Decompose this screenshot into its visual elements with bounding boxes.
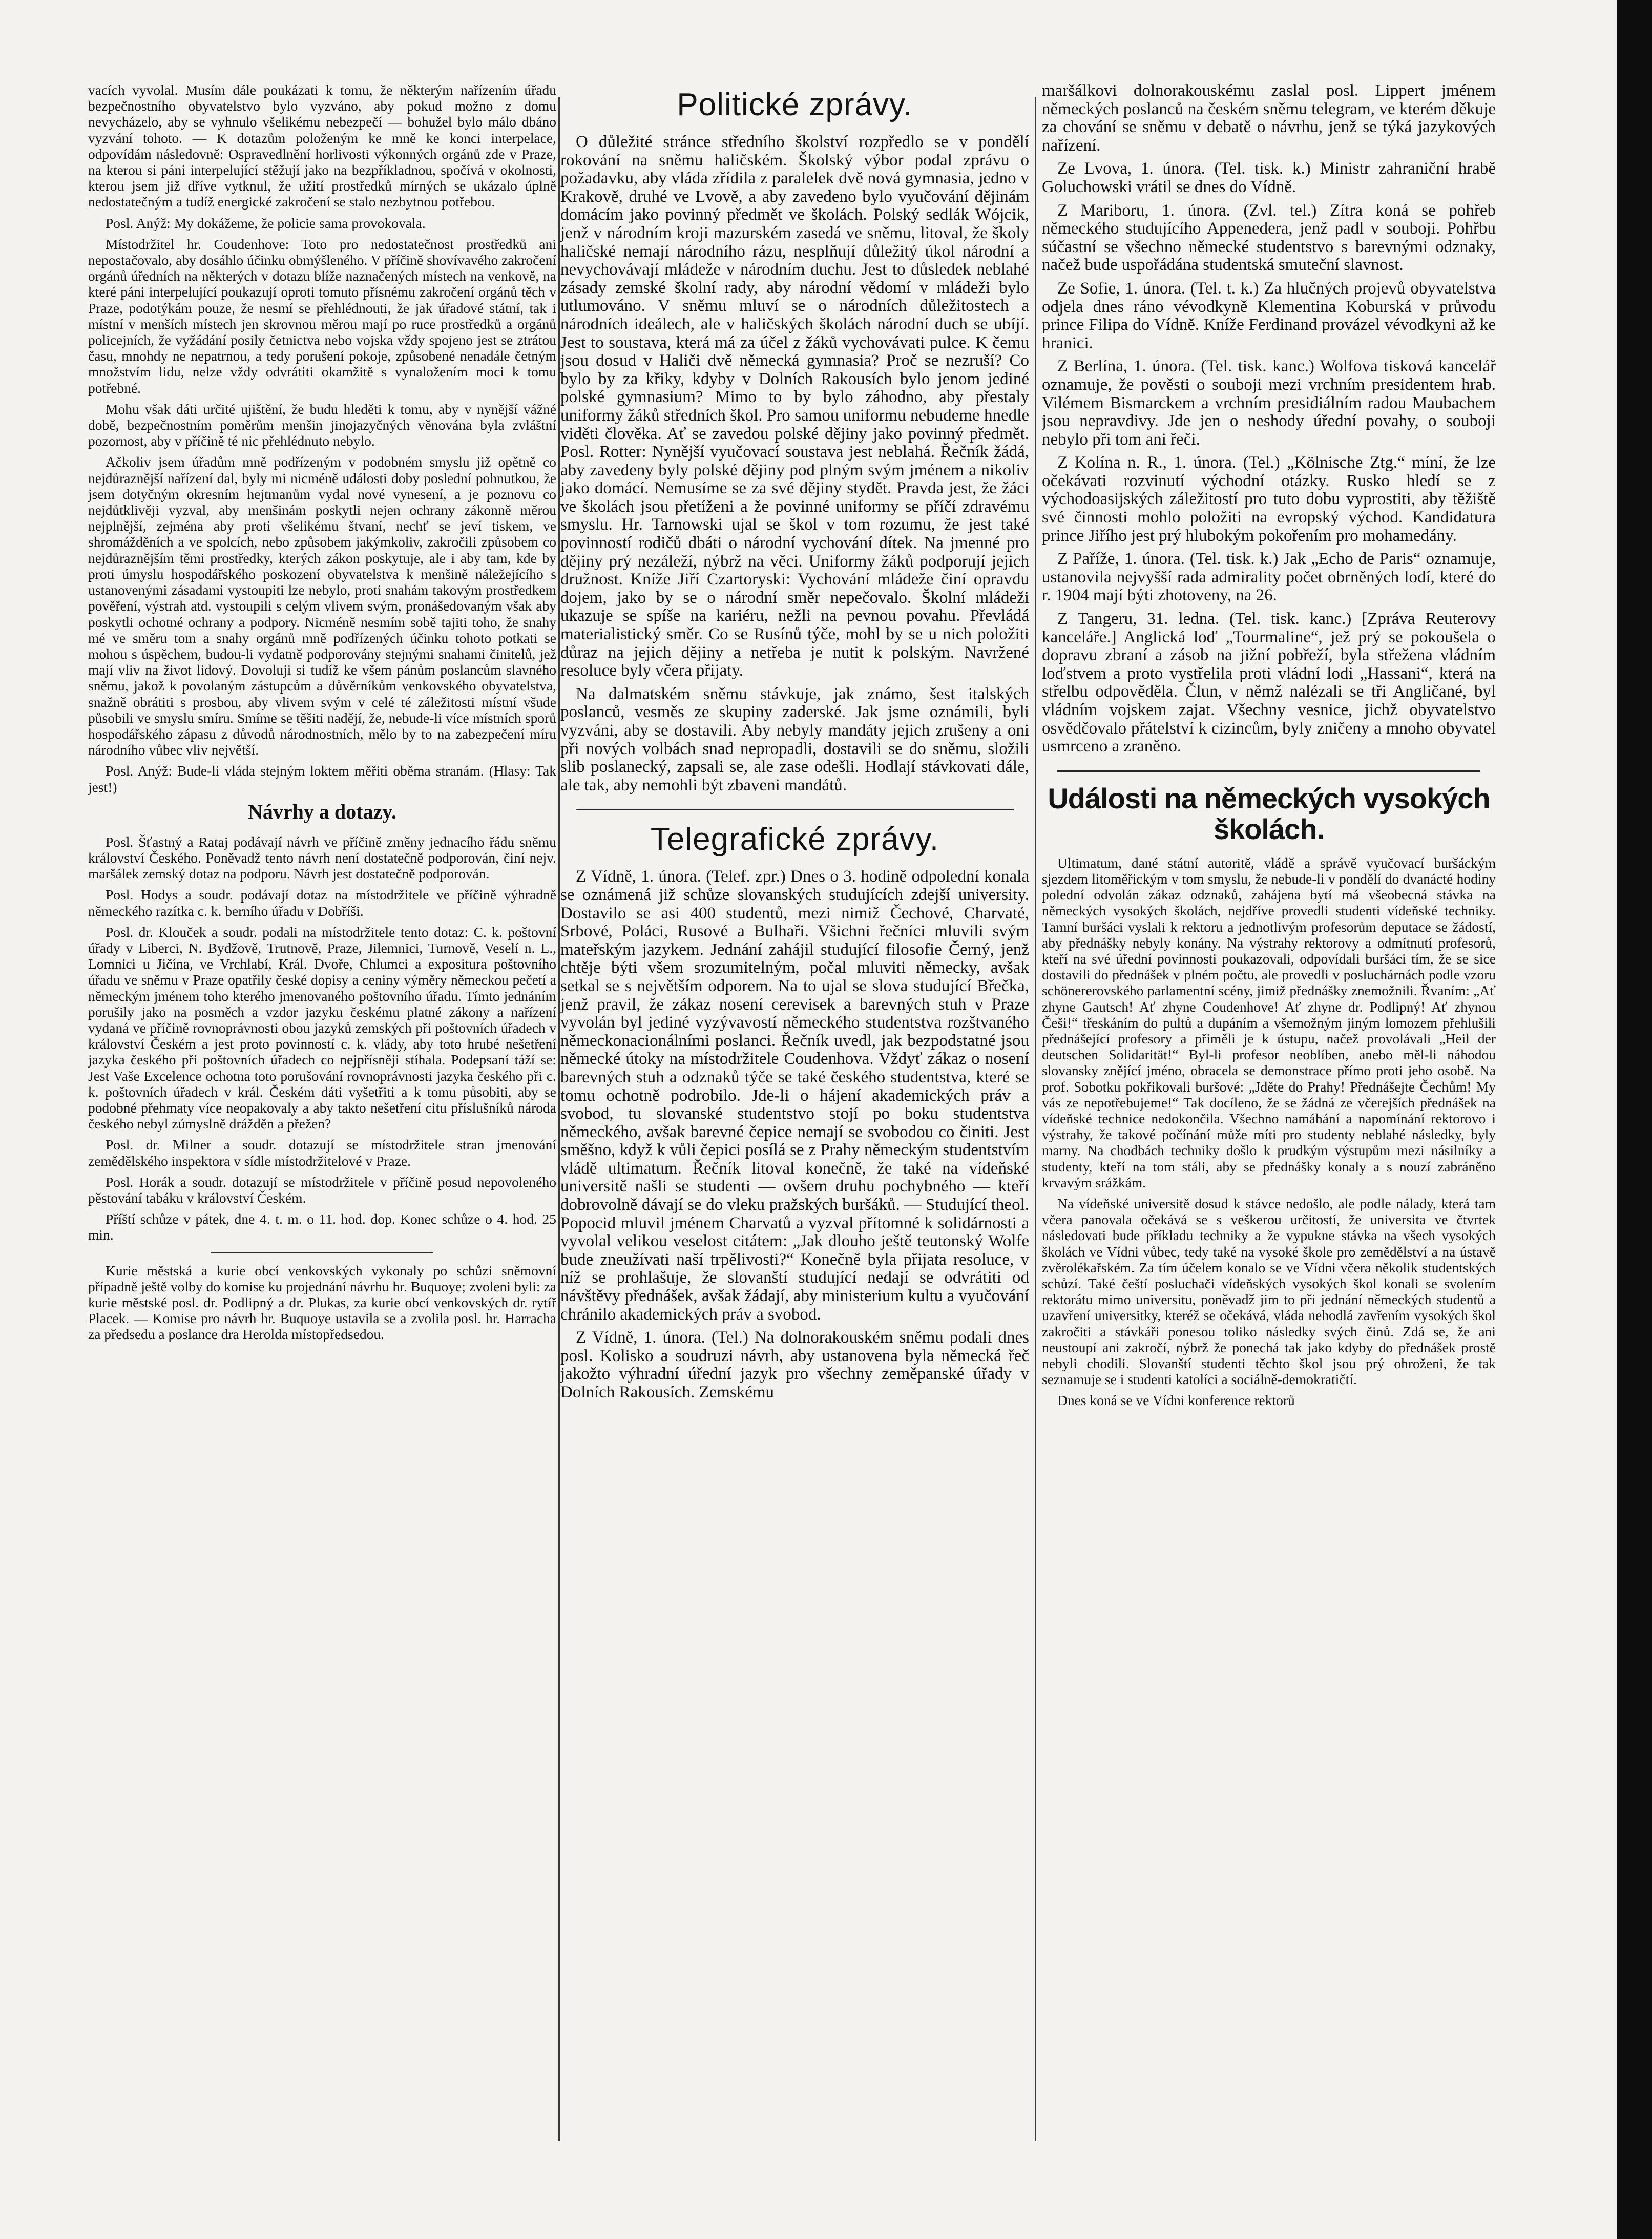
- column-rule-right: [1035, 97, 1036, 2141]
- column-1: [88, 82, 556, 2172]
- paragraph: maršálkovi dolnorakouskému zaslal posl. Lippert jménem německých poslanců na českém sněmu telegram, ve kterém děkuje za chování se sněmu v debatě o návrhu, jenž se týká jazykových nařízení.: [1042, 82, 1496, 155]
- paragraph: Na dalmatském sněmu stávkuje, jak známo, šest italských poslanců, vesměs ze skupiny zaderské. Jak jsme oznámili, byli vyzváni, aby se dostavili. Aby nebyly mandáty jejich zrušeny a oni při nových volbách snad nepropadli, dostavili se do sněmu, složili slib poslanecký, zapsali se, ale zase odešli. Hodlají stávkovati dále, ale tak, aby nemohli být zbaveni mandátů.: [560, 684, 1029, 794]
- paragraph: Posl. Hodys a soudr. podávají dotaz na místodržitele ve příčině výhradně německého razítka c. k. berního úřadu v Dobříši.: [88, 887, 556, 919]
- paragraph: Dnes koná se ve Vídni konference rektorů: [1057, 1392, 1295, 1409]
- paragraph: Z Vídně, 1. února. (Telef. zpr.) Dnes o 3. hodině odpolední konala se oznámená již schůze slovanských studujících zdejší university. Dostavilo se asi 400 studentů, mezi nimiž Čechové, Charvaté, Srbové, Poláci, Rusové a Bulhaři. Všichni řečníci mluvili svým mateřským jazykem. Jednání zahájil studující filosofie Černý, jenž chtěje býti všem srozumitelným, počal mluviti německy, avšak setkal se s největším odporem. Na to ujal se slova studující Břečka, jenž pravil, že zákaz nosení cerevisek a barevných stuh v Praze vyvolán byl jediné vyzývavostí německého studentstva rozštvaného německonacionálními poslanci. Řečník uvedl, jak bezpodstatné jsou německé útoky na místodržitele Coudenhova. Vždyť zákaz o nosení barevných stuh a odznaků týče se také českého studentstva, které se tomu ochotně podrobilo. Jde-li o hájení akademických práv a svobod, tu slovanské studentstvo stojí po boku studentstva německého, avšak barevné čepice nemají se svobodou co činiti. Jest směšno, když k vůli čepici posílá se z Prahy německým studentstvím vládě ultimatum. Řečník litoval konečně, že také na vídeňské universitě našli se studenti — ovšem druhu pochybného — kteří dobrovolně dávají se do vleku pražských buršáků. — Studující theol. Popocid mluvil jménem Charvatů a vyzval přítomné k solidárnosti a vyvolal velikou veselost citátem: „Jak dlouho ještě teutonský Wolfe bude zneužívati naší trpělivosti?“ Konečně byla přijata resoluce, v níž se prohlašuje, že slovanští studující nedají se odvrátiti od návštěvy přednášek, avšak žádají, aby ministerium kultu a vyučování chránilo akademických práv a svobod.: [560, 867, 1029, 1324]
- divider: [1057, 770, 1480, 772]
- column-3: [1042, 82, 1496, 2172]
- paragraph: Kurie městská a kurie obcí venkovských vykonaly po schůzi sněmovní případně ještě volby do komise ku projednání návrhu hr. Buquoye; zvoleni byli: za kurie městské posl. dr. Podlipný a dr. Plukas, za kurie obcí venkovských dr. rytíř Placek. — Komise pro návrh hr. Buquoye ustavila se a zvolila posl. hr. Harracha za předsedu a poslance dra Herolda místopředsedou.: [88, 1262, 556, 1343]
- section-heading-navrhy: Návrhy a dotazy.: [248, 800, 396, 823]
- paragraph: Z Vídně, 1. února. (Tel.) Na dolnorakouském sněmu podali dnes posl. Kolisko a soudruzi návrh, aby ustanovena byla německá řeč jakožto výhradní úřední jazyk pro všechny zeměpanské úřady v Dolních Rakousích. Zemskému: [560, 1328, 1029, 1401]
- paragraph: Posl. Anýž: My dokážeme, že policie sama provokovala.: [106, 215, 426, 231]
- paragraph: Ultimatum, dané státní autoritě, vládě a správě vyučovací buršáckým sjezdem litoměřickým v tom smyslu, že nebude-li v pondělí do dvanácté hodiny polední odvolán zákaz odznaků, zahájena bytí má všeobecná stávka na německých vysokých školách, nejdříve provedli studenti vídeňské techniky. Tamní buršáci vyslali k rektoru a jednotlivým profesorům deputace se žádostí, aby přednášky nebyly konány. Na výstrahy rektorovy a odmítnutí profesorů, kteří na své úřední povinnosti poukazovali, odpovídali buršáci tím, že se sice dostavili do přednášek v plném počtu, ale provedli v posluchárnách podle vzoru schönererovského parlamentní scény, jimiž přednášky znemožnili. Řvaním: „Ať zhyne Gautsch! Ať zhyne Coudenhove! Ať zhyne dr. Podlipný! Ať zhynou Češi!“ třeskáním do pultů a dupáním a všemožným jiným lomozem přehlušili přednášející profesory a přiměli je k ústupu, načež provolávali „Heil der deutschen Solidarität!“ Byl-li profesor neoblíben, anebo měl-li náhodou slovansky znějící jméno, obracela se demonstrace přímo proti jeho osobě. Na prof. Sobotku pokřikovali buršové: „Jděte do Prahy! Přednášejte Čechům! My vás ze nepotřebujeme!“ Tak docíleno, že se žádná ze včerejších přednášek na vídeňské technice nedokončila. Všechno namáhání a napomínání rektorovo i výstrahy, že takové počínání může míti pro studenty neblahé následky, byly marny. Na chodbách techniky došlo k prudkým výstupům mezi násilníky a studenty, kteří na tom stáli, aby se přednášky konaly a s nouzí zabráněno krvavým srážkám.: [1042, 854, 1496, 1190]
- paragraph: Posl. Horák a soudr. dotazují se místodržitele v příčině posud nepovoleného pěstování tabáku v království Českém.: [88, 1174, 556, 1206]
- paragraph: Z Mariboru, 1. února. (Zvl. tel.) Zítra koná se pohřeb německého studujícího Appenedera, jenž padl v souboji. Pohřbu súčastní se všechno německé studentstvo s barevnými odznaky, načež bude uspořádána studentská smuteční slavnost.: [1042, 201, 1496, 275]
- divider: [576, 809, 1014, 810]
- paragraph: Místodržitel hr. Coudenhove: Toto pro nedostatečnost prostředků ani nepostačovalo, aby dosáhlo účinku obmýšleného. V příčině shovívavého zakročení orgánů úředních na některých v dotazu blíže naznačených místech na venkově, na které páni interpelující poukazují oproti tomuto přísnému zakročení orgánů těch v Praze, podotýkám pouze, že nesmí se přehlédnouti, že jak úřadové státní, tak i místní v menších místech jen skrovnou měrou mají po ruce prostředků a orgánů policejních, že vyžádání posily četnictva nebo vojska vždy spojeno jest se ztrátou času, mnohdy ne nepatrnou, a tedy porušení pokoje, způsobené nenadále četným množstvím lidu, nelze vždy odvrátiti okamžitě s vynaložením moci k tomu potřebné.: [88, 236, 556, 396]
- divider: [211, 1252, 433, 1253]
- paragraph: Z Tangeru, 31. ledna. (Tel. tisk. kanc.) [Zpráva Reuterovy kanceláře.] Anglická loď „Tourmaline“, jež prý se pokoušela o dopravu zbraní a zásob na jižní pobřeží, byla střežena vládním loďstvem a proto vystřelila proti vládní lodi „Hassani“, která na střelbu odpověděla. Člun, v němž nalézali se tři Angličané, byl vládním vojskem zajat. Všechny vesnice, jichž obyvatelstvo osvědčovalo přátelství k cizincům, byly zničeny a mnoho obyvatel usmrceno a zraněno.: [1042, 610, 1496, 756]
- paragraph: Posl. dr. Klouček a soudr. podali na místodržitele tento dotaz: C. k. poštovní úřady v Liberci, N. Bydžově, Trutnově, Praze, Jilemnici, Turnově, Veselí n. L., Lomnici u Jičína, ve Vrchlabí, Král. Dvoře, Chlumci a expositura poštovního úřadu ve sněmu v Praze opatřily české dopisy a ceniny výměry německou pečetí a německým jménem toho kterého jmenovaného poštovního úřadu. Tímto jednáním porušily jako na posměch a vzdor jazyku českému platné zákony a nařízení vydaná ve příčině rovnoprávnosti obou jazyků zemských při poštovních úřadech v království Českém a jest proto povinností c. k. vlády, aby toto hrubé nešetření jazyka českého při poštovních úřadech co nejpřísněji stíhala. Podepsaní táží se: Jest Vaše Excelence ochotna toto porušování rovnoprávnosti jazyka českého při c. k. poštovních úřadech v král. Českém dáti vyšetřiti a k tomu působiti, aby se podobné přehmaty více neopakovaly a aby takto nešetření citu příslušníků národa českého nebyl zúmyslně drážděn a přežen?: [88, 924, 556, 1132]
- paragraph: Posl. Šťastný a Rataj podávají návrh ve příčině změny jednacího řádu sněmu království Českého. Poněvadž tento návrh není dostatečně podporován, činí nejv. maršálek zemský dotaz na podporu. Návrh jest dostatečně podporován.: [88, 833, 556, 882]
- paragraph: Ze Lvova, 1. února. (Tel. tisk. k.) Ministr zahraniční hrabě Goluchowski vrátil se dnes do Vídně.: [1042, 159, 1496, 196]
- paragraph: Ačkoliv jsem úřadům mně podřízeným v podobném smyslu již opětně co nejdůraznější nařízení dal, byly mi nicméně události doby poslední pohnutkou, že jsem dotyčným okresním hejtmanům vydal nové vynesení, a je poznovu co nejdůtklivěji vyzval, aby menšinám poskytli nejen ochrany zákonně měrou nejplnější, zejména aby proti všelikému štvaní, nechť se jeví tiskem, ve shromážděních a ve spolcích, nebo způsobem jakýmkoliv, zakročili způsobem co nejdůraznějším těmi prostředky, kterých zákon poskytuje, ale i aby tam, kde by proti úmyslu hospodářského poskození obyvatelstva k menšině náležejícího s ustanovenými zásadami vystoupiti lze nebylo, proti snahám takovým prostředkem pověření, výstrah atd. vystoupili s celým vlivem svým, pronášedovaným však aby poskytli ochotné ochrany a podpory. Nicméně nesmím sobě tajiti toho, že snahy mé ve směru tom a snahy orgánů mně podřízených účinku tohoto potkati se mohou s úspěchem, budou-li vydatně podporovány stejnými snahami činitelů, jež mají vliv na život lidový. Dovoluji si tudíž ke všem pánům poslancům slavného sněmu, jakož k povolaným zástupcům a důvěrníkům venkovského obyvatelstva, snažně obrátiti s prosbou, aby vlivem svým v celé té záležitosti místní všude působili ve smyslu smíru. Smíme se těšiti nadějí, že, nebude-li více místních sporů hospodářského zápasu z důvodů národnostních, mělo by to na zabezpečení míru národního vůbec vliv největší.: [88, 454, 556, 758]
- paragraph: Z Kolína n. R., 1. února. (Tel.) „Kölnische Ztg.“ míní, že lze očekávati rozvinutí východní otázky. Rusko hledí se z východoasijských záležitostí pro tuto dobu vyprostiti, aby těžiště své činnosti mohlo položiti na evropský východ. Kandidatura prince Jiřího jest prý hlubokým pokořením pro mohamedány.: [1042, 453, 1496, 545]
- column-rule-left: [558, 97, 560, 2141]
- scan-edge: [1617, 0, 1652, 2239]
- paragraph: Z Paříže, 1. února. (Tel. tisk. k.) Jak „Echo de Paris“ oznamuje, ustanovila nejvyšší rada admirality počet obrněných lodí, které do r. 1904 mají býti zhotoveny, na 26.: [1042, 550, 1496, 605]
- paragraph: O důležité stránce středního školství rozpředlo se v pondělí rokování na sněmu haličském. Školský výbor podal zprávu o požadavku, aby vláda zřídila z paralelek dvě nová gymnasia, jedno v Krakově, druhé ve Lvově, a aby zavedeno bylo vyučování dějinám domácím jako povinný předmět ve školách. Polský sedlák Wójcik, jenž v národním kroji mazurském zasedá ve sněmu, litoval, že školy haličské nemají národního rázu, nesplňují důležitý úkol národní a nevychovávají mládeže v národním duchu. Jest to důsledek neblahé zásady zemské školní rady, aby národní vědomí v mládeži bylo utlumováno. V sněmu mluví se o národních důležitostech a národních ideálech, ale v haličských školách národní duch se ubíjí. Jest to soustava, která má za účel z žáků vychovávati pulce. K čemu jsou dosud v Haliči dvě německá gymnasia? Proč se nezruší? Co bylo by za křiky, kdyby v Dolních Rakousích bylo jenom jediné polské gymnasium? Mimo to by bylo záhodno, aby přestaly uniformy žáků středních škol. Pro samou uniformu nebudeme hnedle viděti člověka. Ať se zavedou polské dějiny jako povinný předmět. Posl. Rotter: Nynější vyučovací soustava jest neblahá. Řečník žádá, aby zavedeny byly polské dějiny pod plným svým jménem a nikoliv jako domácí. Nemusíme se za své dějiny stydět. Pravda jest, že žáci ve školách jsou přetíženi a že povinné uniformy se příčí zdravému smyslu. Hr. Tarnowski ujal se škol v tom rozumu, že jest také povinností rodičů dbáti o národní vychování dítek. Na jmenné pro dějiny prý nezáleží, nýbrž na věci. Uniformy žáků podporují jejich družnost. Kníže Jiří Czartoryski: Vychování mládeže činí opravdu dojem, jako by se o národní směr nepečovalo. Školní mládeži ukazuje se spíše na kariéru, nežli na pevnou povahu. Převládá materialistický směr. Co se Rusínů týče, mohl by se u nich položiti důraz na jejich dějiny a netřeba je nutit k polským. Navržené resoluce byly včera přijaty.: [560, 133, 1029, 680]
- section-title-udalosti: Události na německých vysokých školách.: [1048, 782, 1490, 845]
- column-2: [560, 82, 1029, 2172]
- paragraph: Posl. Anýž: Bude-li vláda stejným loktem měřiti oběma stranám. (Hlasy: Tak jest!): [88, 763, 556, 795]
- paragraph: Na vídeňské universitě dosud k stávce nedošlo, ale podle nálady, která tam včera panovala očekává se s veškerou určitostí, že universita ve čtvrtek následovati bude příkladu techniky a že vypukne stávka na všech vysokých školách ve Vídni vůbec, tedy také na vysoké škole pro zemědělství a na ústavě zvěrolékařském. Za tím účelem konalo se ve Vídni včera několik studentských schůzí. Také čeští posluchači vídeňských vysokých škol konali se svolením rektorátu mimo universitu, poněvadž jim to při jednání německých studentů a uzavření universitky, kteréž se očekává, vláda nehodlá zavřením vysokých škol zakročiti a stávkáři ponesou toliko následky svých činů. Zdá se, že ani neustoupí ani zakročí, nýbrž že ponechá tak jako kdyby do přednášek prostě nebyli chodili. Slovanští studenti těchto škol jsou prý ohroženi, že tak seznamuje se i studenti katolíci a sociálně-demokratičtí.: [1042, 1196, 1496, 1388]
- paragraph: Mohu však dáti určité ujištění, že budu hleděti k tomu, aby v nynější vážné době, bezpečnostním poměrům menšin jinojazyčných věnována byla zvláštní pozornost, aby v příčině té nic přehlédnuto nebylo.: [88, 401, 556, 449]
- paragraph: vacích vyvolal. Musím dále poukázati k tomu, že některým nařízením úřadu bezpečnostního obyvatelstvo bylo vyzváno, aby pokud možno z domu nevycházelo, aby se vyhnulo všelikému nebezpečí — bohužel bylo málo dbáno vyzvání tohoto. — K dotazům položeným ke mně ke konci interpelace, odpovídám následovně: Ospravedlnění horlivosti výkonných orgánů zde v Praze, na kterou si páni interpelující stěžují jako na bezpříkladnou, spočívá v okolnosti, kterou jsem již dříve vytknul, že užití prostředků mírných se ukázalo úplně nedostatečným a tudíž energické zakročení se stalo nezbytnou potřebou.: [88, 82, 556, 210]
- paragraph: Ze Sofie, 1. února. (Tel. t. k.) Za hlučných projevů obyvatelstva odjela dnes ráno vévodkyně Klementina Koburská v průvodu prince Filipa do Vídně. Kníže Ferdinand provázel vévodkyni až ke hranici.: [1042, 279, 1496, 352]
- section-title-politicke: Politické zprávy.: [677, 87, 913, 122]
- paragraph: Posl. dr. Milner a soudr. dotazují se místodržitele stran jmenování zemědělského inspektora v sídle místodržitelové v Praze.: [88, 1137, 556, 1169]
- section-title-telegraficke: Telegrafické zprávy.: [650, 822, 939, 857]
- paragraph: Příští schůze v pátek, dne 4. t. m. o 11. hod. dop. Konec schůze o 4. hod. 25 min.: [88, 1211, 556, 1243]
- paragraph: Z Berlína, 1. února. (Tel. tisk. kanc.) Wolfova tisková kancelář oznamuje, že pověsti o souboji mezi vrchním presidentem hrab. Vilémem Bismarckem a vrchním presidiálním radou Maubachem jsou nepravdivy. Jde jen o neshody úřední povahy, o souboji nebylo při tom ani řeči.: [1042, 357, 1496, 449]
